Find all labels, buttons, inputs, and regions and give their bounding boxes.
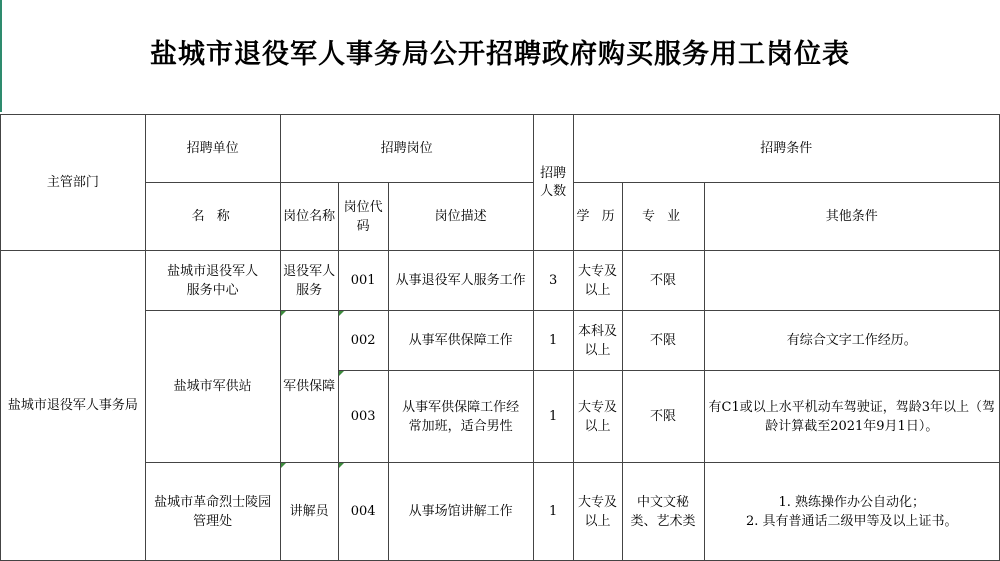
post-major: 中文文秘类、艺术类 [622, 463, 704, 561]
other-line-2: 2. 具有普通话二级甲等及以上证书。 [745, 513, 958, 529]
post-desc: 从事军供保障工作经常加班，适合男性 [388, 371, 533, 463]
post-code: 001 [338, 251, 388, 311]
header-post-desc: 岗位描述 [388, 183, 533, 251]
cell-corner-marker [339, 463, 344, 468]
other-line-1: 1. 熟练操作办公自动化； [778, 494, 926, 510]
table-row [1, 311, 1000, 371]
post-name: 军供保障 [280, 311, 338, 463]
post-count: 1 [533, 371, 573, 463]
header-count: 招聘人数 [533, 115, 573, 251]
post-count: 3 [533, 251, 573, 311]
post-count: 1 [533, 311, 573, 371]
header-post-group: 招聘岗位 [280, 115, 533, 183]
cell-corner-marker [281, 311, 286, 316]
post-major: 不限 [622, 371, 704, 463]
cell-corner-marker [339, 311, 344, 316]
post-name: 讲解员 [280, 463, 338, 561]
post-desc: 从事场馆讲解工作 [388, 463, 533, 561]
post-code: 002 [338, 311, 388, 371]
header-row-1 [1, 115, 1000, 183]
post-major: 不限 [622, 251, 704, 311]
post-desc: 从事军供保障工作 [388, 311, 533, 371]
page-title: 盐城市退役军人事务局公开招聘政府购买服务用工岗位表 [150, 39, 850, 70]
unit-name: 盐城市革命烈士陵园管理处 [145, 463, 280, 561]
post-edu: 大专及以上 [573, 463, 622, 561]
cell-corner-marker [281, 463, 286, 468]
cell-corner-marker [339, 371, 344, 376]
dept-name: 盐城市退役军人事务局 [1, 251, 146, 561]
header-major: 专 业 [622, 183, 704, 251]
table-row [1, 463, 1000, 561]
post-name: 退役军人服务 [280, 251, 338, 311]
post-other: 有综合文字工作经历。 [704, 311, 999, 371]
unit-name: 盐城市军供站 [145, 311, 280, 463]
post-edu: 大专及以上 [573, 371, 622, 463]
post-major: 不限 [622, 311, 704, 371]
post-other: 有C1或以上水平机动车驾驶证，驾龄3年以上（驾龄计算截至2021年9月1日）。 [704, 371, 999, 463]
header-unit-group: 招聘单位 [145, 115, 280, 183]
post-edu: 大专及以上 [573, 251, 622, 311]
post-code: 004 [338, 463, 388, 561]
post-other [704, 251, 999, 311]
unit-name: 盐城市退役军人服务中心 [145, 251, 280, 311]
post-edu: 本科及以上 [573, 311, 622, 371]
header-post-name: 岗位名称 [280, 183, 338, 251]
job-table [0, 114, 1000, 561]
header-unit-name: 名 称 [145, 183, 280, 251]
header-row-2 [1, 183, 1000, 251]
header-post-code: 岗位代码 [338, 183, 388, 251]
header-cond-group: 招聘条件 [573, 115, 999, 183]
table-row [1, 251, 1000, 311]
post-other [704, 463, 999, 561]
post-code: 003 [338, 371, 388, 463]
post-desc: 从事退役军人服务工作 [388, 251, 533, 311]
header-dept: 主管部门 [1, 115, 146, 251]
post-count: 1 [533, 463, 573, 561]
header-other: 其他条件 [704, 183, 999, 251]
header-edu: 学 历 [573, 183, 622, 251]
